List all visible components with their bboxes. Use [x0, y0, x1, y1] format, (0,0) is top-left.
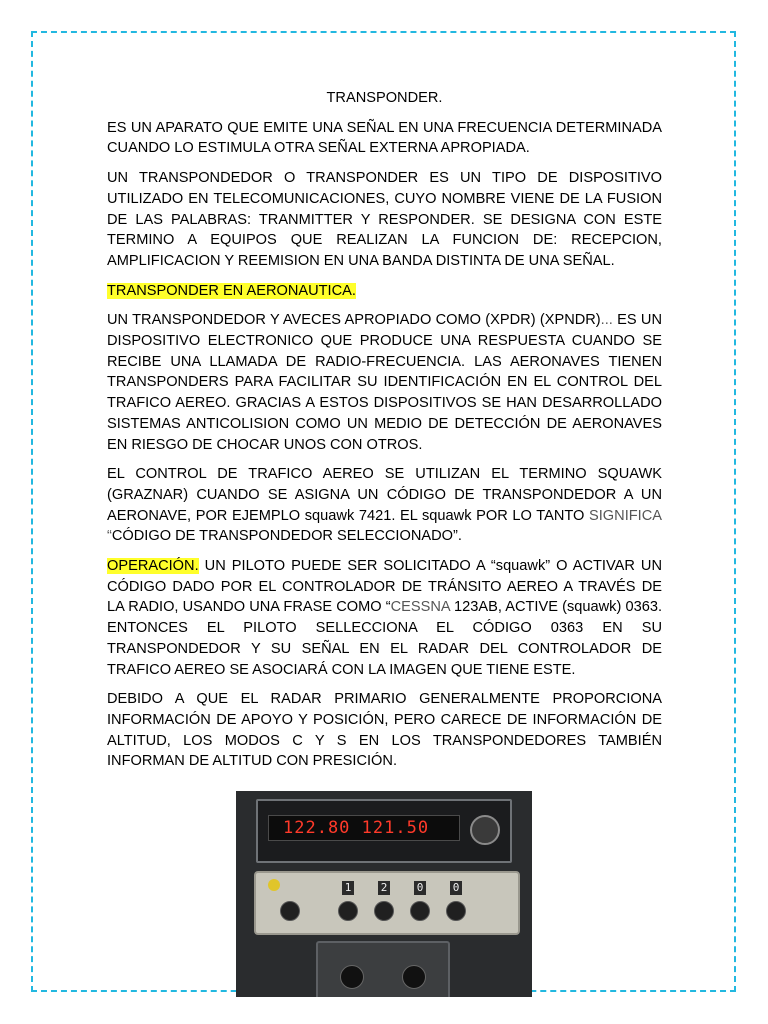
paragraph-operacion	[107, 556, 662, 680]
p3-rest: ES UN DISPOSITIVO ELECTRONICO QUE PRODUCE UNA RESPUESTA CUANDO SE RECIBE UNA LLAMADA DE RADIO-FRECUENCIA. LAS AERONAVES TIENEN TRANSPONDERS PARA FACILITAR SU IDENTIFICACIÓN EN EL CONTROL DEL TRAFICO AEREO. GRACIAS A ESTOS DISPOSITIVOS SE HAN DESARROLLADO SISTEMAS ANTICOLISION COMO UN MEDIO DE DETECCIÓN DE AERONAVES EN RIESGO DE CHOCAR UNOS CON OTROS.	[107, 312, 662, 453]
tuning-knob	[470, 815, 500, 845]
digit-knob-3	[410, 901, 430, 921]
document-body	[107, 88, 662, 781]
frequency-display: 122.80 121.50	[268, 815, 460, 841]
squawk-digit-3: 0	[414, 881, 426, 895]
squawk-digit-1: 1	[342, 881, 354, 895]
heading-operacion: OPERACIÓN.	[107, 558, 199, 575]
p5-b: 123AB, ACTIVE (squawk) 0363. ENTONCES EL PILOTO SELLECCIONA EL CÓDIGO 0363 EN SU TRANSPONDEDOR Y SU SEÑAL EN EL RADAR DEL CONTROLADOR DE TRAFICO AEREO SE ASOCIARÁ CON LA IMAGEN QUE TIENE ESTE.	[107, 599, 662, 678]
heading-aeronautica: TRANSPONDER EN AERONAUTICA.	[107, 282, 356, 299]
p4-end: CÓDIGO DE TRANSPONDEDOR SELECCIONADO”.	[111, 528, 462, 545]
p3-ellipsis: ...	[600, 312, 613, 329]
paragraph-squawk	[107, 464, 662, 547]
document-title: TRANSPONDER.	[326, 90, 443, 106]
p3-start: UN TRANSPONDEDOR Y AVECES APROPIADO COMO (XPDR) (XPNDR)	[107, 312, 601, 329]
audio-panel	[316, 941, 450, 997]
digit-knob-4	[446, 901, 466, 921]
paragraph-radar: DEBIDO A QUE EL RADAR PRIMARIO GENERALMENTE PROPORCIONA INFORMACIÓN DE APOYO Y POSICIÓN, PERO CARECE DE INFORMACIÓN DE ALTITUD, LOS MODOS C Y S EN LOS TRANSPONDEDORES TAMBIÉN INFORMAN DE ALTITUD CON PRESICIÓN.	[107, 691, 662, 770]
paragraph-transpondedor: UN TRANSPONDEDOR O TRANSPONDER ES UN TIPO DE DISPOSITIVO UTILIZADO EN TELECOMUNICACIONES, CUYO NOMBRE VIENE DE LA FUSION DE LAS PALABRAS: TRANMITTER Y RESPONDER. SE DESIGNA CON ESTE TERMINO A EQUIPOS QUE REALIZAN LA FUNCION DE: RECEPCION, AMPLIFICACION Y REEMISION EN UNA BANDA DISTINTA DE UNA SEÑAL.	[107, 170, 662, 269]
digit-knob-2	[374, 901, 394, 921]
transponder-photo	[236, 791, 532, 997]
paragraph-xpdr	[107, 310, 662, 455]
p4-gray: SIGNIFICA “	[107, 507, 662, 545]
heading-aeronautica-para	[107, 281, 662, 302]
volume-knob	[340, 965, 364, 989]
squelch-knob	[402, 965, 426, 989]
squawk-digit-4: 0	[450, 881, 462, 895]
mode-knob	[280, 901, 300, 921]
p5-gray: CESSNA	[390, 599, 450, 616]
p5-a: UN PILOTO PUEDE SER SOLICITADO A “squawk” O ACTIVAR UN CÓDIGO DADO POR EL CONTROLADOR DE TRÁNSITO AEREO A TRAVÉS DE LA RADIO, USANDO UNA FRASE COMO “	[107, 558, 662, 616]
radio-unit	[256, 799, 512, 863]
p4-start: EL CONTROL DE TRAFICO AEREO SE UTILIZAN EL TERMINO SQUAWK (GRAZNAR) CUANDO SE ASIGNA UN CÓDIGO DE TRANSPONDEDOR A UN AERONAVE, POR EJEMPLO squawk 7421. EL squawk POR LO TANTO	[107, 466, 662, 524]
paragraph-definition: ES UN APARATO QUE EMITE UNA SEÑAL EN UNA FRECUENCIA DETERMINADA CUANDO LO ESTIMULA OTRA SEÑAL EXTERNA APROPIADA.	[107, 119, 662, 157]
squawk-digit-2: 2	[378, 881, 390, 895]
digit-knob-1	[338, 901, 358, 921]
ident-button	[268, 879, 280, 891]
transponder-panel	[254, 871, 520, 935]
